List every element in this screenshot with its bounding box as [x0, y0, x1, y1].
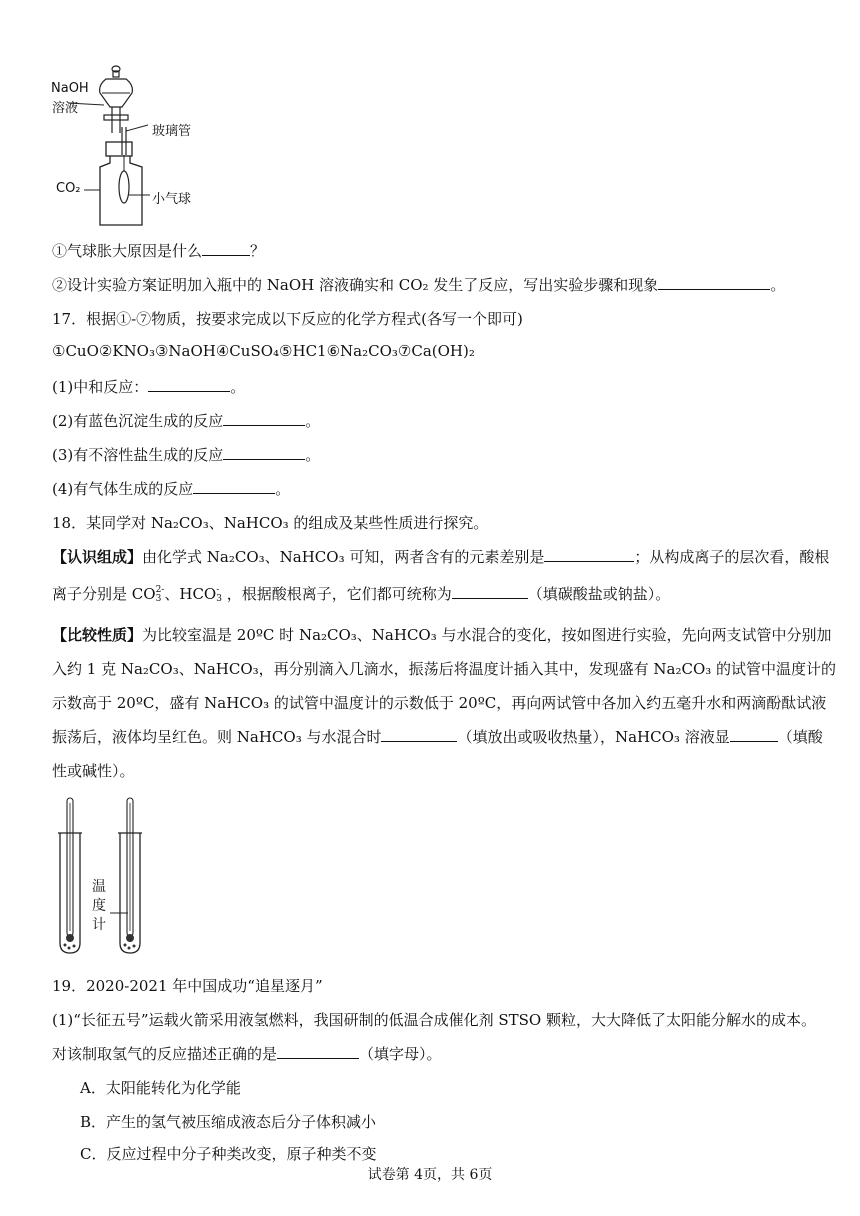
- q16-sub1-text: ①气球胀大原因是什么: [52, 242, 203, 260]
- answer-blank[interactable]: [148, 377, 230, 392]
- q18-line1: [52, 546, 829, 567]
- thermometer-label: 温度计: [92, 879, 106, 933]
- answer-blank[interactable]: [658, 275, 770, 290]
- carbonate-ion: CO: [131, 585, 156, 603]
- answer-blank[interactable]: [223, 445, 305, 460]
- q17-part4: [52, 478, 290, 499]
- q16-sub2-end: 。: [770, 276, 786, 294]
- q18-line2-text: 离子分别是: [52, 585, 128, 603]
- answer-blank[interactable]: [381, 727, 457, 742]
- q19-part1: (1)“长征五号”运载火箭采用液氢燃料，我国研制的低温合成催化剂 STSO 颗粒，大大降低了太阳能分解水的成本。: [52, 1011, 816, 1029]
- glass-tube-label: 玻璃管: [152, 124, 192, 139]
- q18-line1-tail: ；从构成离子的层次看，酸根: [634, 548, 830, 566]
- co2-label: CO₂: [56, 181, 81, 196]
- q19-part1-question: [52, 1043, 442, 1064]
- q17-part1-text: (1)中和反应：: [52, 378, 149, 396]
- balloon-label: 小气球: [152, 192, 192, 207]
- q19-part1-tail: （填字母）。: [359, 1045, 442, 1063]
- q17-substances: ①CuO②KNO₃③NaOH④CuSO₄⑤HC1⑥Na₂CO₃⑦Ca(OH)₂: [52, 342, 475, 360]
- q17-part4-text: (4)有气体生成的反应: [52, 480, 194, 498]
- q17-part3-text: (3)有不溶性盐生成的反应: [52, 446, 224, 464]
- q19-part1-text: 对该制取氢气的反应描述正确的是: [52, 1045, 278, 1063]
- q18-line5: 示数高于 20ºC，盛有 NaHCO₃ 的试管中温度计的示数低于 20ºC，再向两试管中各加入约五毫升水和两滴酚酞试液: [52, 694, 827, 712]
- period: 。: [305, 412, 321, 430]
- apparatus-figure: [48, 55, 218, 230]
- q18-line3-text: 为比较室温是 20ºC 时 Na₂CO₃、NaHCO₃ 与水混合的变化，按如图进行实验，先向两支试管中分别加: [142, 626, 832, 644]
- section-tag-properties: 【比较性质】: [52, 626, 143, 644]
- q18-line6-text: 振荡后，液体均呈红色。则 NaHCO₃ 与水混合时: [52, 728, 382, 746]
- q18-line6-tail: （填酸: [777, 728, 823, 746]
- answer-blank[interactable]: [544, 547, 634, 562]
- option-c[interactable]: C．反应过程中分子种类改变，原子种类不变: [80, 1145, 377, 1163]
- naoh-label: NaOH: [51, 81, 89, 96]
- q18-line4: 入约 1 克 Na₂CO₃、NaHCO₃，再分别滴入几滴水，振荡后将温度计插入其中，发现盛有 Na₂CO₃ 的试管中温度计的: [52, 660, 837, 678]
- answer-blank[interactable]: [452, 584, 528, 599]
- period: 。: [230, 378, 246, 396]
- q18-line2-tail: （填碳酸盐或钠盐）。: [527, 585, 671, 603]
- q16-sub1-end: ？: [250, 242, 266, 260]
- q17-part1: [52, 376, 245, 397]
- q18-stem: 18．某同学对 Na₂CO₃、NaHCO₃ 的组成及某些性质进行探究。: [52, 514, 489, 532]
- answer-blank[interactable]: [223, 411, 305, 426]
- q18-line6-mid: （填放出或吸收热量），NaHCO₃ 溶液显: [457, 728, 730, 746]
- q19-stem: 19．2020-2021 年中国成功“追星逐月”: [52, 977, 323, 995]
- q16-sub2-text: ②设计实验方案证明加入瓶中的 NaOH 溶液确实和 CO₂ 发生了反应，写出实验步骤和现象: [52, 276, 659, 294]
- solution-label: 溶液: [52, 101, 79, 116]
- q17-part3: [52, 444, 320, 465]
- q18-line2-mid: ，根据酸根离子，它们都可统称为: [226, 585, 452, 603]
- answer-blank[interactable]: [730, 727, 778, 742]
- q17-part2-text: (2)有蓝色沉淀生成的反应: [52, 412, 224, 430]
- q17-part2: [52, 410, 320, 431]
- q18-line2: 离子分别是 CO 2- 3 、HCO - 3 ，根据酸根离子，它们都可统称为 （填碳酸盐或钠盐）。: [52, 585, 671, 604]
- answer-blank[interactable]: [277, 1044, 359, 1059]
- q18-line7: 性或碱性）。: [52, 762, 135, 780]
- q16-sub1: [52, 240, 265, 261]
- q18-line3: [52, 624, 832, 645]
- thermometer-figure: [52, 795, 152, 955]
- option-a[interactable]: A．太阳能转化为化学能: [80, 1079, 241, 1097]
- answer-blank[interactable]: [193, 479, 275, 494]
- period: 。: [305, 446, 321, 464]
- q16-sub2: [52, 274, 785, 295]
- q18-line1-text: 由化学式 Na₂CO₃、NaHCO₃ 可知，两者含有的元素差别是: [142, 548, 545, 566]
- q17-stem: 17．根据①-⑦物质，按要求完成以下反应的化学方程式(各写一个即可): [52, 310, 523, 328]
- q18-line6: [52, 726, 823, 747]
- option-b[interactable]: B．产生的氢气被压缩成液态后分子体积减小: [80, 1113, 377, 1131]
- page-footer: 试卷第 4页，共 6页: [367, 1167, 493, 1183]
- section-tag-composition: 【认识组成】: [52, 548, 143, 566]
- period: 。: [275, 480, 291, 498]
- bicarbonate-ion: HCO: [179, 585, 217, 603]
- answer-blank[interactable]: [202, 241, 250, 256]
